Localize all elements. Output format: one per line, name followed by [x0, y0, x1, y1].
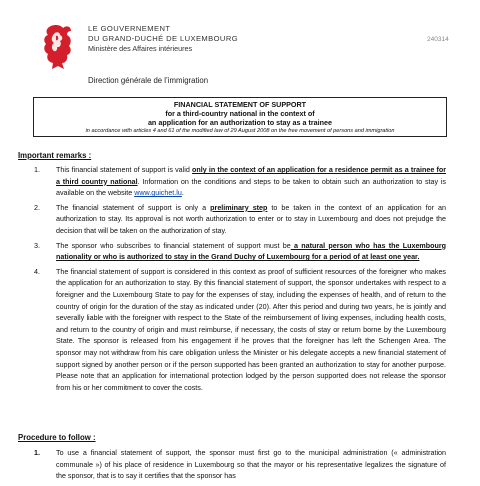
- remark-text: This financial statement of support is valid: [56, 166, 192, 174]
- remark-item-2: [34, 203, 446, 238]
- direction-name: Direction générale de l’immigration: [88, 76, 209, 85]
- procedure-text: To use a financial statement of support, the sponsor must first go to the municipal administration (« administration communale ») of his place of residence in Luxembourg so that the mayor or his representative legalizes the signature of the sponsor, that is to say it certifies that the sponsor has: [56, 449, 446, 481]
- title-line-2: for a third-country national in the context of: [165, 109, 315, 118]
- title-line-1: FINANCIAL STATEMENT OF SUPPORT: [173, 100, 307, 109]
- gov-line-1: LE GOUVERNEMENT: [88, 24, 171, 33]
- procedure-item-1: [34, 448, 446, 483]
- remark-text: The financial statement of support is considered in this context as proof of sufficient resources of the foreigner who makes the application for an authorization to stay. By this financial statement of support, the sponsor undertakes with respect to a foreigner and the Luxembourg State to pay for the expenses of stay, including the expenses of health, and of return to the country of origin for the duration of the stay as indicated under (20). After this period and during two years, he is jointly and severally liable with the foreigner with respect to the State of the reimbursement of living expenses, including health costs, and return to the country of origin and must reimburse, if necessary, the costs of stay or return borne by the Luxembourg State. The sponsor is released from his engagement if he proves that the foreigner has left the Schengen Area. The sponsor may not withdraw from his care obligation unless the Minister or his delegate accepts a new financial statement of support signed by another person or if the person supported has been granted an authorization to stay for another purpose. Please note that an application for international protection lodged by the person supported does not release the sponsor from his or her commitment to cover the costs.: [56, 267, 446, 392]
- remark-text: The financial statement of support is only a: [56, 203, 211, 212]
- remark-item-1: [34, 165, 446, 200]
- remark-text: . Information on the conditions and steps to be taken to obtain such an authorization to stay is available on the website: [56, 177, 446, 198]
- procedure-number: 1.: [34, 449, 40, 457]
- remark-text: .: [181, 189, 184, 198]
- gov-line-2: DU GRAND-DUCHÉ DE LUXEMBOURG: [88, 34, 239, 43]
- remark-number: 1.: [34, 166, 40, 174]
- title-legal-basis: in accordance with articles 4 and 61 of the modified law of 29 August 2008 on the free movement of persons and immigration: [85, 128, 395, 134]
- procedure-heading: Procedure to follow :: [18, 433, 96, 442]
- remark-emphasis: preliminary step: [210, 203, 268, 212]
- remark-emphasis: a natural person who has the Luxembourg nationality or who is authorized to stay in the Grand Duchy of Luxembourg for a period of at least one year.: [56, 241, 446, 262]
- ministry-name: Ministère des Affaires intérieures: [88, 44, 193, 53]
- remark-number: 4.: [34, 267, 40, 276]
- remark-emphasis: only in the context of an application for a residence permit as a trainee for a third country national: [56, 166, 447, 186]
- remark-item-4: [34, 267, 446, 395]
- remarks-list: [34, 165, 446, 397]
- remarks-heading: Important remarks :: [18, 151, 92, 160]
- guichet-link[interactable]: www.guichet.lu: [134, 189, 182, 198]
- title-line-3: an application for an authorization to stay as a trainee: [147, 118, 333, 127]
- remark-text: to be taken in the context of an application for an authorization to stay. Its approval is not worth authorization to enter or to stay in Luxembourg and does not prejudge the decision that will be taken on the authorization of stay.: [56, 203, 446, 235]
- title-box: [33, 97, 447, 137]
- remark-number: 3.: [34, 241, 40, 250]
- government-title: [88, 24, 238, 54]
- remark-item-3: [34, 241, 446, 264]
- procedure-list: [34, 448, 446, 486]
- remark-number: 2.: [34, 203, 40, 212]
- document-id: 240314: [427, 36, 449, 43]
- remark-text: The sponsor who subscribes to financial statement of support must be: [56, 241, 291, 250]
- luxembourg-lion-logo: [38, 22, 76, 72]
